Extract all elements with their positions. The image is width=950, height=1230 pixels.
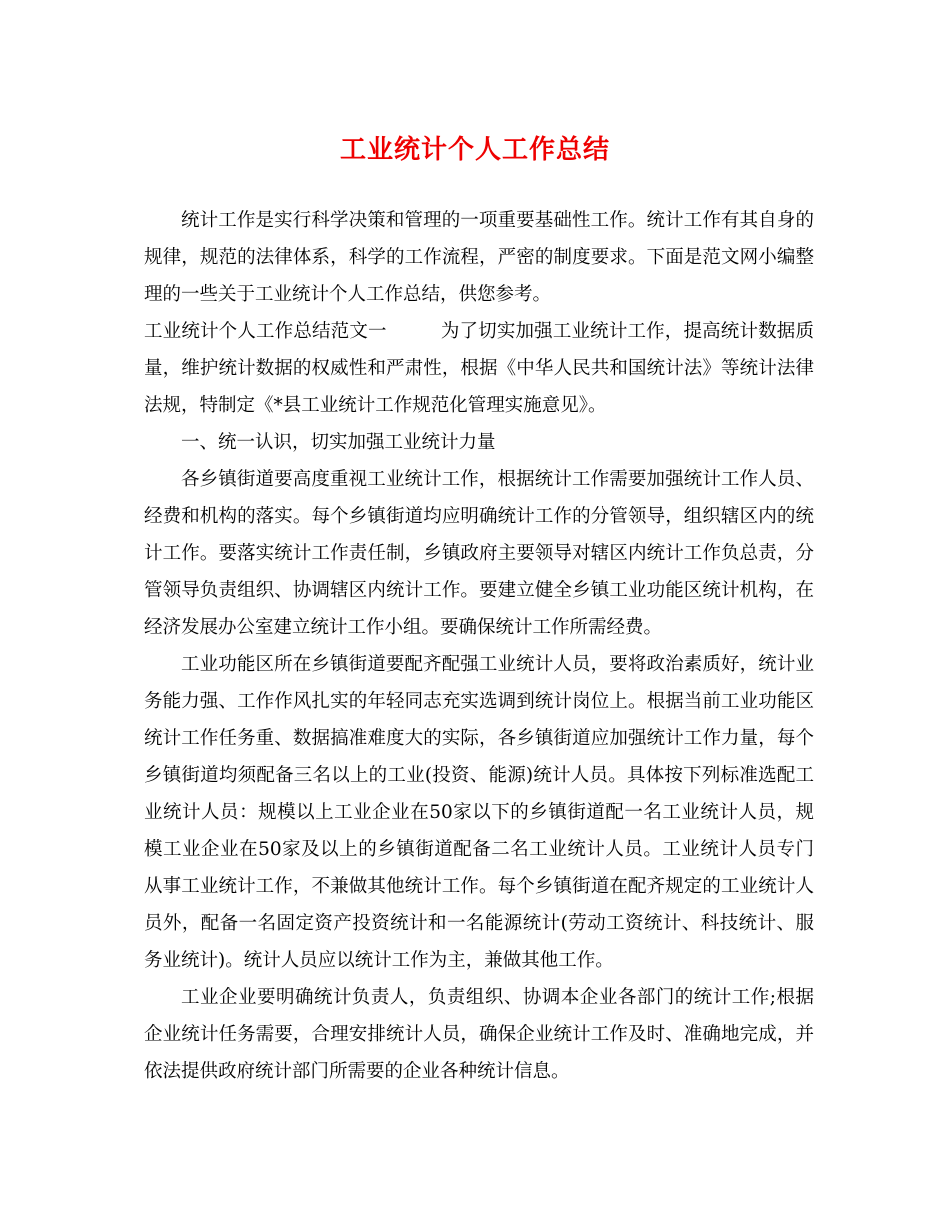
body-paragraph: 各乡镇街道要高度重视工业统计工作，根据统计工作需要加强统计工作人员、经费和机构的落实。每个乡镇街道均应明确统计工作的分管领导，组织辖区内的统计工作。要落实统计工作责任制，乡镇政府主要领导对辖区内统计工作负总责，分管领导负责组织、协调辖区内统计工作。要建立健全乡镇工业功能区统计机构，在经济发展办公室建立统计工作小组。要确保统计工作所需经费。	[144, 469, 814, 638]
body-paragraph: 工业功能区所在乡镇街道要配齐配强工业统计人员，要将政治素质好，统计业务能力强、工作作风扎实的年轻同志充实选调到统计岗位上。根据当前工业功能区统计工作任务重、数据搞准难度大的实际，各乡镇街道应加强统计工作力量，每个乡镇街道均须配备三名以上的工业(投资、能源)统计人员。具体按下列标准选配工业统计人员：规模以上工业企业在50家以下的乡镇街道配一名工业统计人员，规模工业企业在50家及以上的乡镇街道配备二名工业统计人员。工业统计人员专门从事工业统计工作，不兼做其他统计工作。每个乡镇街道在配齐规定的工业统计人员外，配备一名固定资产投资统计和一名能源统计(劳动工资统计、科技统计、服务业统计)。统计人员应以统计工作为主，兼做其他工作。	[144, 654, 814, 971]
section-heading-one: 一、统一认识，切实加强工业统计力量	[181, 432, 496, 453]
sample-one-heading: 工业统计个人工作总结范文一	[144, 321, 387, 342]
sample-one-text: 为了切实加强工业统计工作，提高统计数据质量，维护统计数据的权威性和严肃性，根据《中华人民共和国统计法》等统计法律法规，特制定《*县工业统计工作规范化管理实施意见》。	[144, 321, 814, 416]
document-title: 工业统计个人工作总结	[339, 135, 610, 165]
sample-one-paragraph	[144, 313, 814, 424]
body-paragraph: 工业企业要明确统计负责人，负责组织、协调本企业各部门的统计工作;根据企业统计任务需要，合理安排统计人员，确保企业统计工作及时、准确地完成，并依法提供政府统计部门所需要的企业各种统计信息。	[144, 987, 814, 1082]
document-body	[144, 202, 814, 1090]
intro-paragraph: 统计工作是实行科学决策和管理的一项重要基础性工作。统计工作有其自身的规律，规范的法律体系，科学的工作流程，严密的制度要求。下面是范文网小编整理的一些关于工业统计个人工作总结，供您参考。	[144, 210, 814, 305]
